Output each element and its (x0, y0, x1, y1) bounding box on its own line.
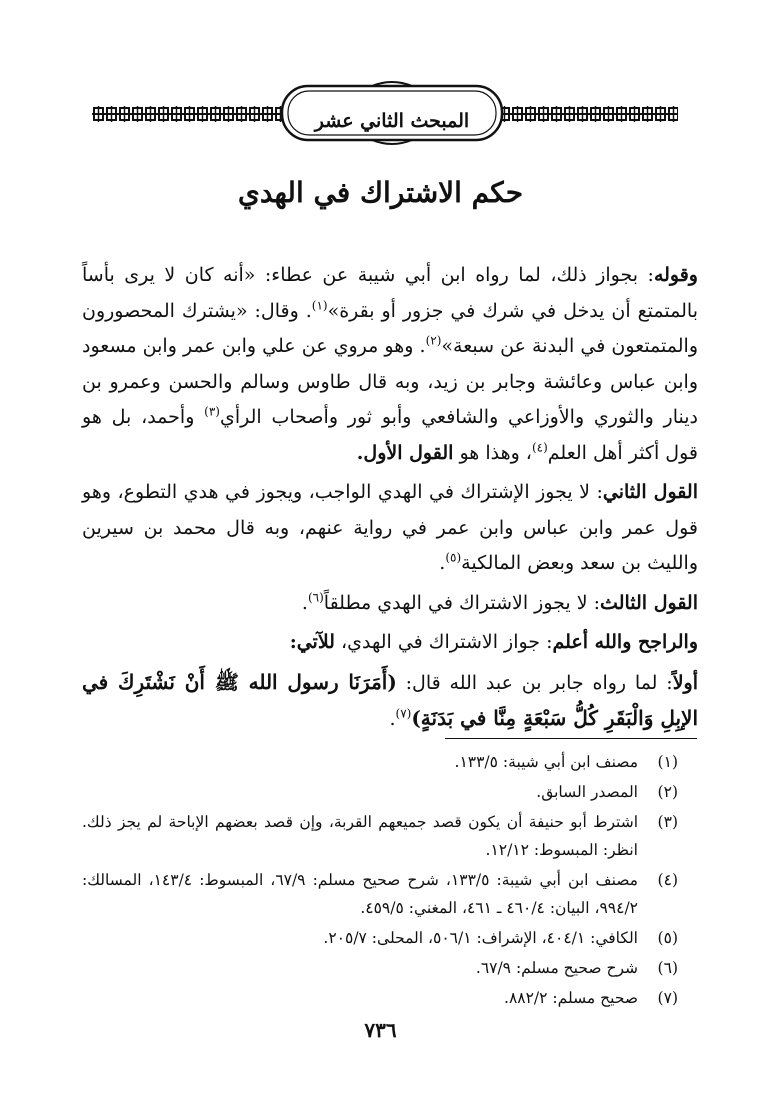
text-run: . وهو مروي عن علي وابن عمر وابن مسعود وابن عباس وعائشة وجابر بن زيد، وبه قال طاوس وسالم والحسن وعمرو بن دينار والثوري والأوزاعي والشافعي وأبو ثور وأصحاب الرأي (82, 335, 698, 428)
footnote-number: (٢) (657, 783, 678, 801)
text-run: : جواز الاشتراك في الهدي، (334, 631, 553, 653)
text-run: : لا يجوز الإشتراك في الهدي الواجب، ويجوز في هدي التطوع، وهو قول عمر وابن عباس وابن عمر في رواية عنهم، وبه قال محمد بن سيرين والليث بن سعد وبعض المالكية (82, 481, 698, 574)
footnote-item (82, 808, 678, 864)
footnote-number: (٥) (657, 929, 678, 947)
text-run: . (301, 591, 308, 614)
text-run: : لما رواه جابر بن عبد الله قال: (396, 671, 673, 694)
footnote-item (82, 748, 678, 776)
chapter-heading-frame (276, 80, 508, 146)
lead-term: أولاً (672, 671, 698, 694)
footnote-ref[interactable]: (٤) (531, 440, 548, 455)
lead-term: والراجح والله أعلم (552, 631, 698, 653)
chapter-title: المبحث الثاني عشر (314, 110, 470, 132)
footnotes-list (82, 748, 678, 1014)
lead-term: وقوله (653, 264, 698, 286)
paragraph-third-opinion (82, 586, 698, 622)
emphasis: القول الأول. (356, 441, 454, 464)
paragraph-preferred-opinion (82, 625, 698, 661)
footnote-ref[interactable]: (٥) (445, 550, 462, 565)
main-text (82, 258, 698, 738)
footnote-text: اشترط أبو حنيفة أن يكون قصد جميعهم القربة، وإن قصد بعضهم الإباحة لم يجز ذلك. انظر: المبسوط: ١٢/١٢. (82, 813, 638, 859)
text-run: : لا يجوز الاشتراك في الهدي مطلقاً (323, 591, 601, 614)
footnote-text: مصنف ابن أبي شيبة: ١٣٣/٥. (454, 753, 638, 771)
emphasis: للآتي: (289, 631, 335, 653)
footnote-text: الكافي: ٤٠٤/١، الإشراف: ٥٠٦/١، المحلى: ٢٠٥/٧. (323, 929, 638, 947)
paragraph-first-evidence (82, 665, 698, 738)
footnote-text: مصنف ابن أبي شيبة: ١٣٣/٥، شرح صحيح مسلم: ٦٧/٩، المبسوط: ١٤٣/٤، المسالك: ٩٩٤/٢، البيان: ٤٦٠/٤ ـ ٤٦١، المغني: ٤٥٩/٥. (82, 871, 638, 917)
footnote-number: (٤) (657, 871, 678, 889)
lead-term: القول الثاني (602, 481, 698, 503)
footnote-ref[interactable]: (٢) (425, 333, 442, 348)
text-run: وأحمد، بل هو قول أكثر أهل العلم (82, 406, 698, 464)
page-number: ٧٣٦ (364, 1018, 397, 1042)
footnote-number: (١) (657, 753, 678, 771)
footnote-text: صحيح مسلم: ٨٨٢/٢. (504, 989, 638, 1007)
footnote-ref[interactable]: (٦) (307, 590, 324, 605)
section-title: حكم الاشتراك في الهدي (237, 176, 524, 209)
footnote-ref[interactable]: (١) (311, 298, 328, 313)
text-run: ، وهذا هو (453, 441, 532, 464)
footnote-number: (٦) (657, 959, 678, 977)
text-run: : بجواز ذلك، لما رواه ابن أبي شيبة عن عطاء: «أنه كان لا يرى بأساً بالمتمتع أن يدخل في شرك في جزور أو بقرة» (82, 264, 698, 322)
footnote-number: (٧) (657, 989, 678, 1007)
footnote-ref[interactable]: (٣) (204, 404, 220, 419)
footnote-item (82, 954, 678, 982)
footnote-separator (445, 738, 697, 739)
footnote-number: (٣) (657, 813, 678, 831)
footnote-item (82, 924, 678, 952)
footnote-ref[interactable]: (٧) (395, 706, 412, 721)
footnote-text: شرح صحيح مسلم: ٦٧/٩. (475, 959, 638, 977)
hadith-quote: (أَمَرَنَا رسول الله ﷺ أَنْ نَشْتَرِكَ في الإبِلِ وَالْبَقَرِ كُلُّ سَبْعَةٍ مِنَّا في بَدَنَةٍ) (82, 669, 698, 730)
paragraph-first-opinion (82, 258, 698, 471)
footnote-item (82, 866, 678, 922)
text-run: . (389, 708, 396, 730)
text-run: . وقال: «يشترك المحصورون والمتمتعون في البدنة عن سبعة» (82, 299, 699, 357)
paragraph-second-opinion (82, 475, 698, 582)
footnote-item (82, 778, 678, 806)
text-run: . (439, 552, 446, 574)
ornamental-border-left (92, 104, 282, 124)
lead-term: القول الثالث (600, 591, 698, 614)
footnote-text: المصدر السابق. (536, 783, 638, 801)
footnote-item (82, 984, 678, 1012)
ornamental-border-right (498, 104, 678, 124)
